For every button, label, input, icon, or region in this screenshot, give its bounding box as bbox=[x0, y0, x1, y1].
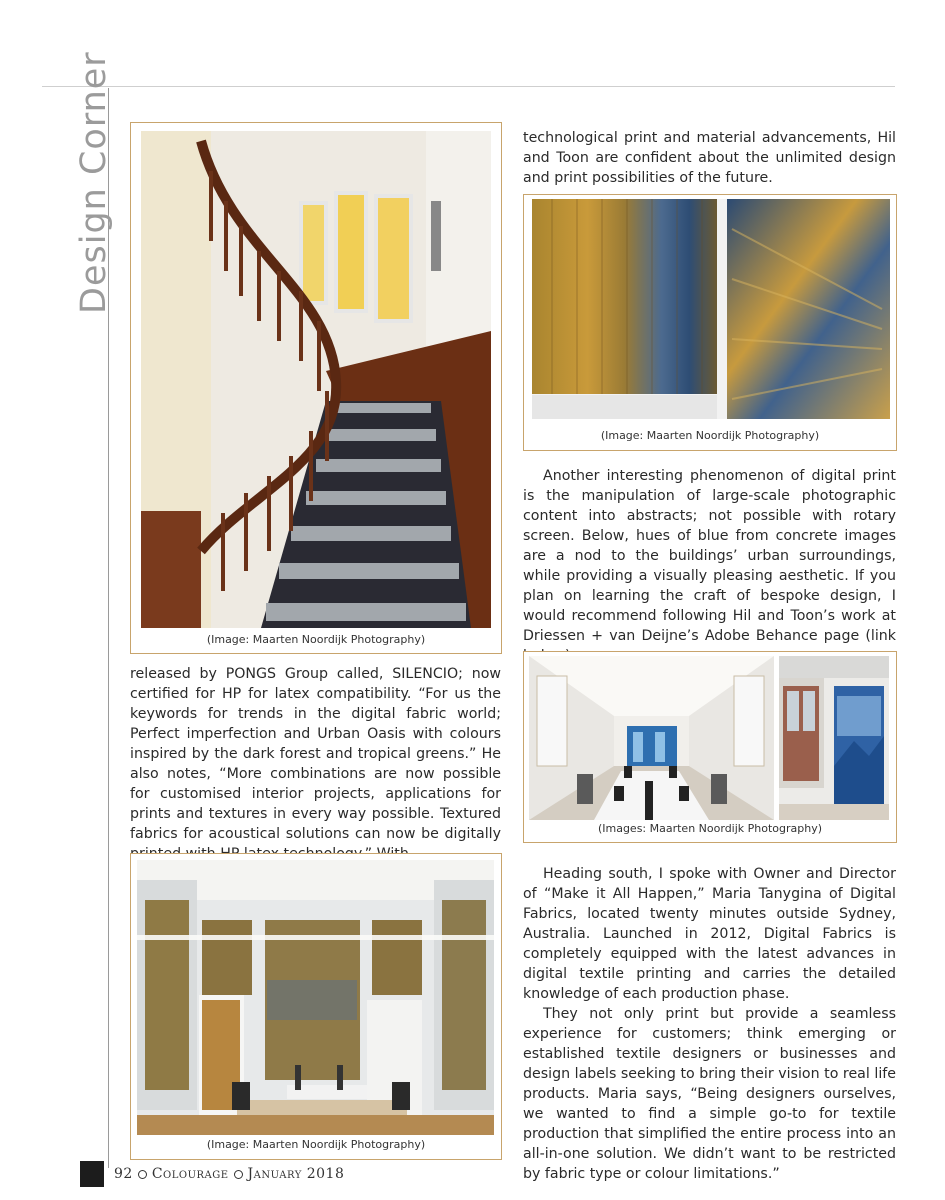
right-paragraph-4: They not only print but provide a seamless experience for customers; think emerging or established textile designers or businesses and design labels seeking to bring their vision to real life products. Maria says, “Being designers ourselves, we wanted to find a simple go-to for textile production that simplified the entire process into an all-in-one solution. We didn’t want to be restricted by fabric type or colour limitations.” bbox=[523, 1006, 896, 1183]
fabric-closeup-caption: (Image: Maarten Noordijk Photography) bbox=[600, 429, 820, 442]
page-number: 92 bbox=[114, 1166, 133, 1182]
right-paragraph-3: Heading south, I spoke with Owner and Director of “Make it All Happen,” Maria Tanygina of Digital Fabrics, located twenty minutes outside Sydney, Australia. Launched in 2012, Digital Fabrics is completely equipped with the latest advances in digital textile printing and carries the detailed knowledge of each production phase. bbox=[523, 866, 896, 1003]
staircase-figure bbox=[130, 122, 502, 654]
office-figure bbox=[523, 651, 897, 843]
footer-circle-icon bbox=[234, 1170, 243, 1179]
page-footer bbox=[80, 1161, 344, 1187]
room-caption: (Image: Maarten Noordijk Photography) bbox=[206, 1138, 426, 1151]
office-photo-right bbox=[779, 656, 889, 820]
issue-date: January 2018 bbox=[247, 1166, 345, 1182]
room-figure bbox=[130, 853, 502, 1160]
left-paragraph-1: released by PONGS Group called, SILENCIO; now certified for HP for latex compatibility. “For us the keywords for trends in the digital fabric world; Perfect imperfection and Urban Oasis with colours inspired by the dark forest and tropical greens.” He also notes, “More combinations are now possible for customised interior projects, applications for prints and textures in every way possible. Textured fabrics for acoustical solutions can now be digitally bbox=[130, 666, 501, 843]
staircase-caption: (Image: Maarten Noordijk Photography) bbox=[206, 633, 426, 646]
right-paragraph-1: technological print and material advancements, Hil and Toon are confident about the unlimited design and print possibilities of the future. bbox=[523, 130, 896, 187]
footer-circle-icon bbox=[138, 1170, 147, 1179]
fabric-closeup-figure bbox=[523, 194, 897, 451]
staircase-photo bbox=[141, 131, 491, 628]
room-photo bbox=[137, 860, 494, 1135]
top-rule bbox=[42, 86, 895, 87]
office-photo-left bbox=[529, 656, 774, 820]
fabric-closeup-photo bbox=[532, 199, 890, 419]
publication-name: Colourage bbox=[151, 1166, 229, 1182]
office-caption: (Images: Maarten Noordijk Photography) bbox=[597, 822, 823, 835]
section-label: Design Corner bbox=[74, 51, 114, 314]
footer-block bbox=[80, 1161, 104, 1187]
right-paragraph-2: Another interesting phenomenon of digital print is the manipulation of large-scale photographic content into abstracts; not possible with rotary screen. Below, hues of blue from concrete images are a nod to the buildings’ urban surroundings, while providing a visually pleasing aesthetic. If you plan on learning the craft of bespoke design, I would recommend following Hil and Toon’s work at Driessen + van Deijne’s Adobe Behance page (link bbox=[523, 468, 896, 645]
